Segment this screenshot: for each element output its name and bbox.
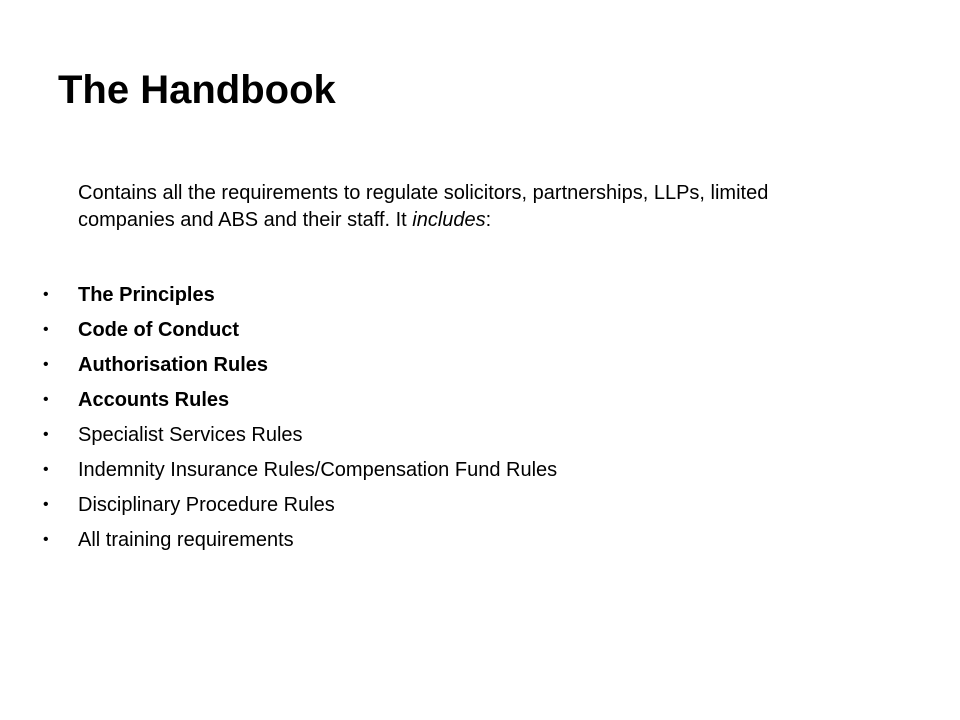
- bullet-icon: •: [43, 426, 49, 443]
- intro-emphasis: includes: [412, 209, 486, 231]
- bullet-icon: •: [43, 391, 49, 408]
- bullet-icon: •: [43, 356, 49, 373]
- intro-paragraph: [78, 180, 858, 234]
- list-item-label: The Principles: [78, 284, 215, 306]
- list-item-label: Accounts Rules: [78, 389, 230, 411]
- list-item-label: Indemnity Insurance Rules/Compensation Fund Rules: [78, 459, 558, 481]
- list-item: [0, 455, 557, 490]
- list-item-label: Disciplinary Procedure Rules: [78, 494, 335, 516]
- list-item: [0, 385, 557, 420]
- list-item-label: All training requirements: [78, 529, 294, 551]
- list-item: [0, 315, 557, 350]
- bullet-icon: •: [43, 321, 49, 338]
- list-item-label: Authorisation Rules: [78, 354, 269, 376]
- list-item: [0, 280, 557, 315]
- list-item-label: Specialist Services Rules: [78, 424, 303, 446]
- bullet-icon: •: [43, 531, 49, 548]
- list-item-label: Code of Conduct: [78, 319, 240, 341]
- slide-title: The Handbook: [58, 68, 336, 112]
- intro-text: Contains all the requirements to regulate solicitors, partnerships, LLPs, limited companies and ABS and their staff. It: [78, 182, 769, 231]
- list-item: [0, 490, 557, 525]
- bullet-icon: •: [43, 461, 49, 478]
- bullet-list: [0, 280, 557, 560]
- bullet-icon: •: [43, 496, 49, 513]
- list-item: [0, 350, 557, 385]
- list-item: [0, 525, 557, 560]
- bullet-icon: •: [43, 286, 49, 303]
- intro-suffix: :: [485, 209, 492, 231]
- list-item: [0, 420, 557, 455]
